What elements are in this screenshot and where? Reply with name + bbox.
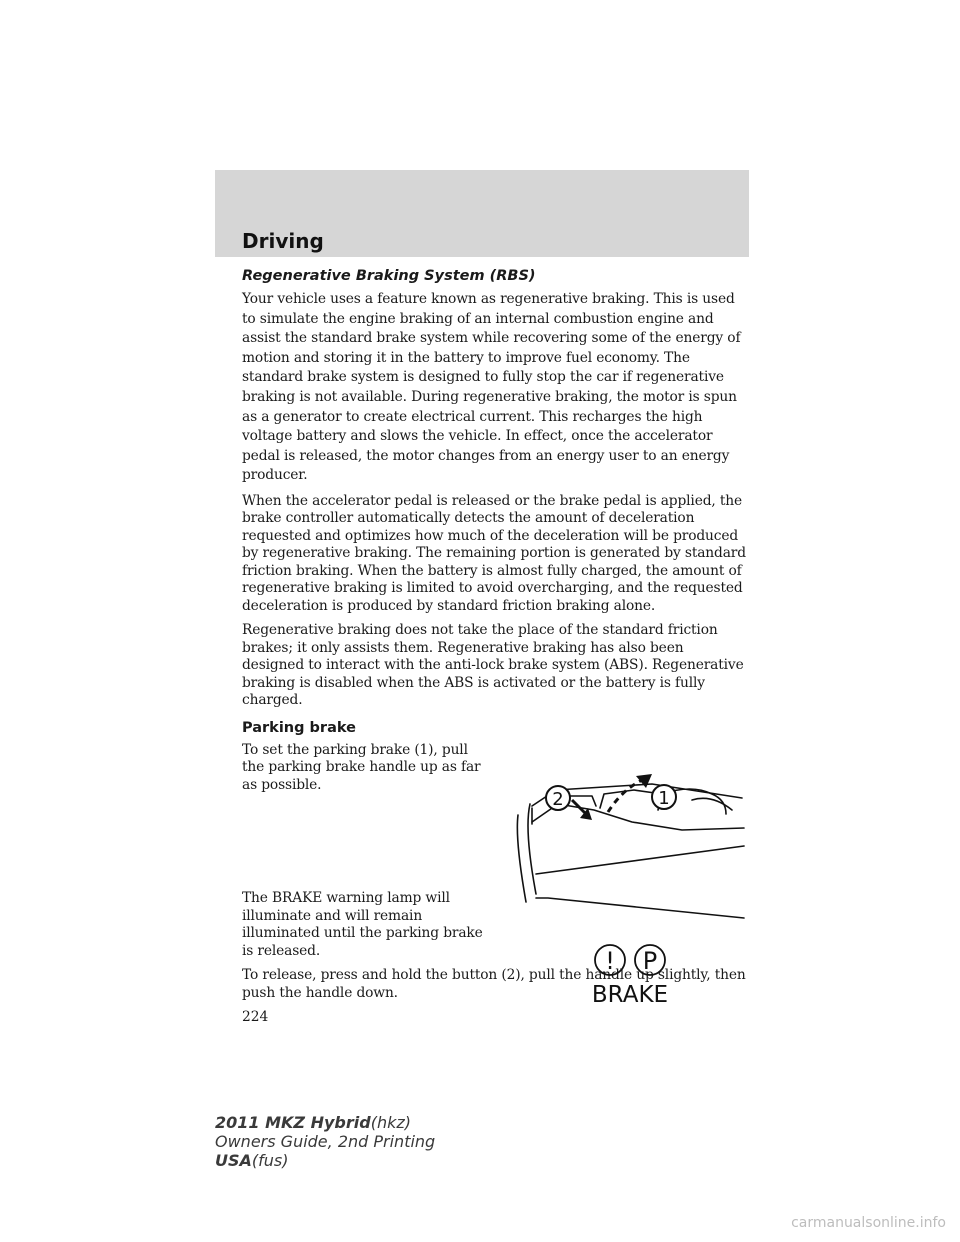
page-number: 224 <box>242 1009 269 1026</box>
pull-up-arrowhead <box>636 774 652 788</box>
watermark: carmanualsonline.info <box>791 1215 946 1231</box>
rbs-paragraph-1: Your vehicle uses a feature known as regenerative braking. This is used to simulate the engine braking of an internal combustion engine and assist the standard brake system while recovering some of the energy of motion and storing it in the battery to improve fuel economy. The standard brake system is designed to fully stop the car if regenerative braking is not available. During regenerative braking, the motor is spun as a generator to create electrical current. This recharges the high voltage battery and slows the vehicle. In effect, once the accelerator pedal is released, the motor changes from an energy user to an energy producer. <box>242 291 741 484</box>
footer-line-1 <box>215 1113 435 1132</box>
document-footer <box>215 1113 435 1170</box>
brake-lamp-text: The BRAKE warning lamp will illuminate and will remain illuminated until the parking brake is released. <box>242 890 483 959</box>
parking-brake-set-text: To set the parking brake (1), pull the parking brake handle up as far as possible. <box>242 741 481 793</box>
figure-line <box>536 846 744 874</box>
figure-line <box>536 898 744 918</box>
callout-1: 1 <box>658 787 670 809</box>
rbs-heading: Regenerative Braking System (RBS) <box>242 268 536 284</box>
footer-line-2: Owners Guide, 2nd Printing <box>215 1132 436 1151</box>
callout-2: 2 <box>552 788 564 810</box>
brake-label: BRAKE <box>591 981 669 1006</box>
footer-market-code: (fus) <box>251 1151 289 1170</box>
figure-line <box>517 815 526 902</box>
parking-brake-release-text: To release, press and hold the button (2), pull the handle up slightly, then push the handle down. <box>242 967 746 1001</box>
p-symbol: P <box>642 946 658 975</box>
footer-model-code: (hkz) <box>370 1113 411 1132</box>
footer-line-3 <box>215 1151 435 1170</box>
rbs-paragraph-2: When the accelerator pedal is released or the brake pedal is applied, the brake controller automatically detects the amount of deceleration requested and optimizes how much of the deceleration will be produced by regenerative braking. The remaining portion is generated by standard friction braking. When the battery is almost fully charged, the amount of regenerative braking is limited to avoid overcharging, and the requested deceleration is produced by standard friction braking alone. <box>242 492 746 614</box>
parking-brake-handle-figure <box>512 770 752 920</box>
rbs-paragraph-3: Regenerative braking does not take the place of the standard friction brakes; it only assists them. Regenerative braking has also been designed to interact with the anti-lock brake system (ABS). Regenerative braking is disabled when the ABS is activated or the battery is fully charged. <box>242 622 744 709</box>
section-title: Driving <box>242 229 324 253</box>
exclamation-symbol: ! <box>605 946 615 975</box>
brake-warning-lamp-icon <box>582 942 682 1006</box>
parking-brake-heading: Parking brake <box>242 719 356 736</box>
footer-market: USA <box>215 1151 252 1170</box>
footer-model: 2011 MKZ Hybrid <box>215 1113 371 1132</box>
page-content <box>242 268 747 1025</box>
